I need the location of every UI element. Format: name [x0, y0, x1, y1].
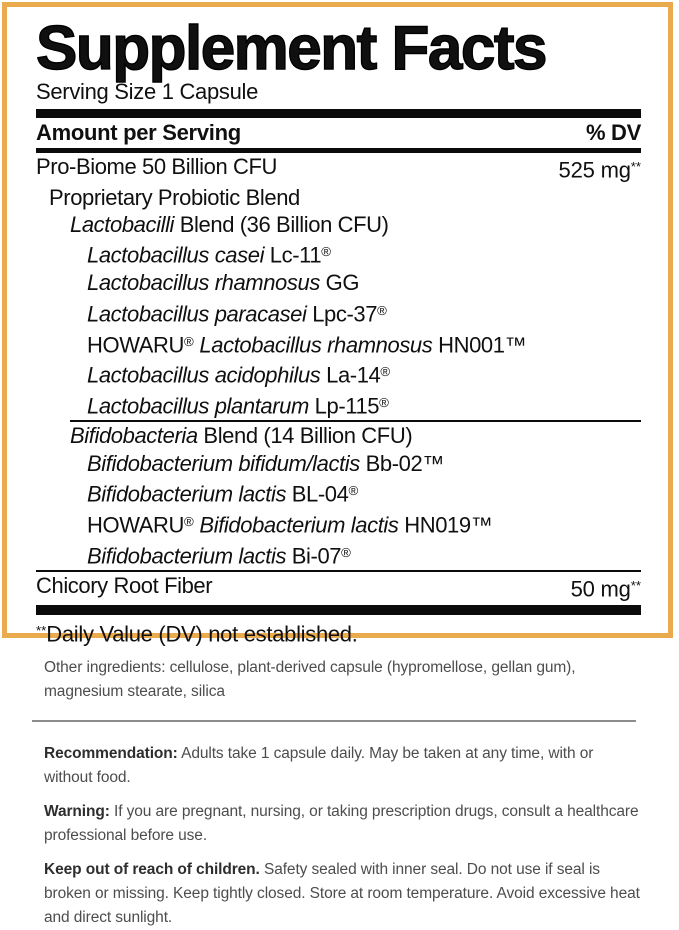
- ingredient-row: [36, 477, 641, 508]
- ingredient-name: Bifidobacterium bifidum/lactis Bb-02™: [87, 450, 444, 476]
- panel-title: Supplement Facts: [36, 14, 546, 83]
- warning-text: If you are pregnant, nursing, or taking prescription drugs, consult a healthcare professional before use.: [44, 803, 639, 844]
- ingredient-name: Bifidobacterium lactis BL-04®: [87, 481, 359, 507]
- column-header-row: [36, 118, 641, 148]
- info-section: [44, 656, 640, 930]
- recommendation-label: Recommendation:: [44, 745, 178, 762]
- warning-label: Warning:: [44, 803, 110, 820]
- amount-value: 50 mg**: [570, 576, 641, 602]
- ingredient-name: Lactobacillus paracasei Lpc-37®: [87, 301, 387, 327]
- thick-bar-top: [36, 109, 641, 118]
- ingredient-row: [36, 450, 641, 477]
- supplement-facts-panel: [2, 2, 673, 647]
- ingredient-name: Chicory Root Fiber: [36, 572, 213, 598]
- ingredient-name: Bifidobacteria Blend (14 Billion CFU): [70, 423, 413, 449]
- serving-size: Serving Size 1 Capsule: [36, 79, 259, 104]
- ingredient-name: Lactobacilli Blend (36 Billion CFU): [70, 212, 389, 238]
- ingredient-name: Lactobacillus plantarum Lp-115®: [87, 393, 389, 419]
- ingredient-name: Proprietary Probiotic Blend: [49, 184, 300, 210]
- ingredient-name: Bifidobacterium lactis Bi-07®: [87, 543, 351, 569]
- ingredient-row: [36, 297, 641, 328]
- ingredient-name: HOWARU® Lactobacillus rhamnosus HN001™: [87, 332, 527, 358]
- footnote-text: Daily Value (DV) not established.: [46, 621, 358, 647]
- ingredient-row: [36, 211, 641, 238]
- ingredient-row: [36, 422, 641, 449]
- percent-dv-header: % DV: [585, 120, 641, 145]
- panel-content: [7, 7, 668, 648]
- ingredient-name: HOWARU® Bifidobacterium lactis HN019™: [87, 512, 493, 538]
- recommendation: [44, 742, 640, 790]
- ingredient-row: [36, 238, 641, 269]
- keep-out-text: Safety sealed with inner seal. Do not use if seal is broken or missing. Keep tightly closed. Store at room temperature. Avoid excessive heat and direct sunlight.: [44, 861, 640, 926]
- ingredient-row: [36, 358, 641, 389]
- ingredient-name: Lactobacillus rhamnosus GG: [87, 270, 360, 296]
- warning: [44, 800, 640, 848]
- thick-bar-bottom: [36, 605, 641, 615]
- ingredient-name: Lactobacillus casei Lc-11®: [87, 243, 331, 269]
- ingredient-row: [36, 269, 641, 296]
- recommendation-text: Adults take 1 capsule daily. May be taken at any time, with or without food.: [44, 745, 594, 786]
- ingredient-row: [36, 389, 641, 420]
- ingredient-row: [36, 184, 641, 211]
- keep-out-of-reach: [44, 858, 640, 930]
- panel-rows: [36, 153, 641, 602]
- dv-footnote: [36, 617, 641, 648]
- amount-value: 525 mg**: [558, 157, 641, 183]
- ingredient-name: Pro-Biome 50 Billion CFU: [36, 154, 278, 179]
- other-ingredients: Other ingredients: cellulose, plant-derived capsule (hypromellose, gellan gum), magnesium stearate, silica: [44, 659, 576, 700]
- keep-out-label: Keep out of reach of children.: [44, 861, 260, 878]
- ingredient-row: [36, 572, 641, 603]
- ingredient-row: [36, 153, 641, 184]
- ingredient-name: Lactobacillus acidophilus La-14®: [87, 363, 391, 389]
- amount-per-serving-header: Amount per Serving: [36, 120, 241, 145]
- ingredient-row: [36, 539, 641, 570]
- ingredient-row: [36, 328, 641, 359]
- section-divider: [32, 720, 636, 722]
- footnote-marker: **: [36, 623, 47, 639]
- ingredient-row: [36, 508, 641, 539]
